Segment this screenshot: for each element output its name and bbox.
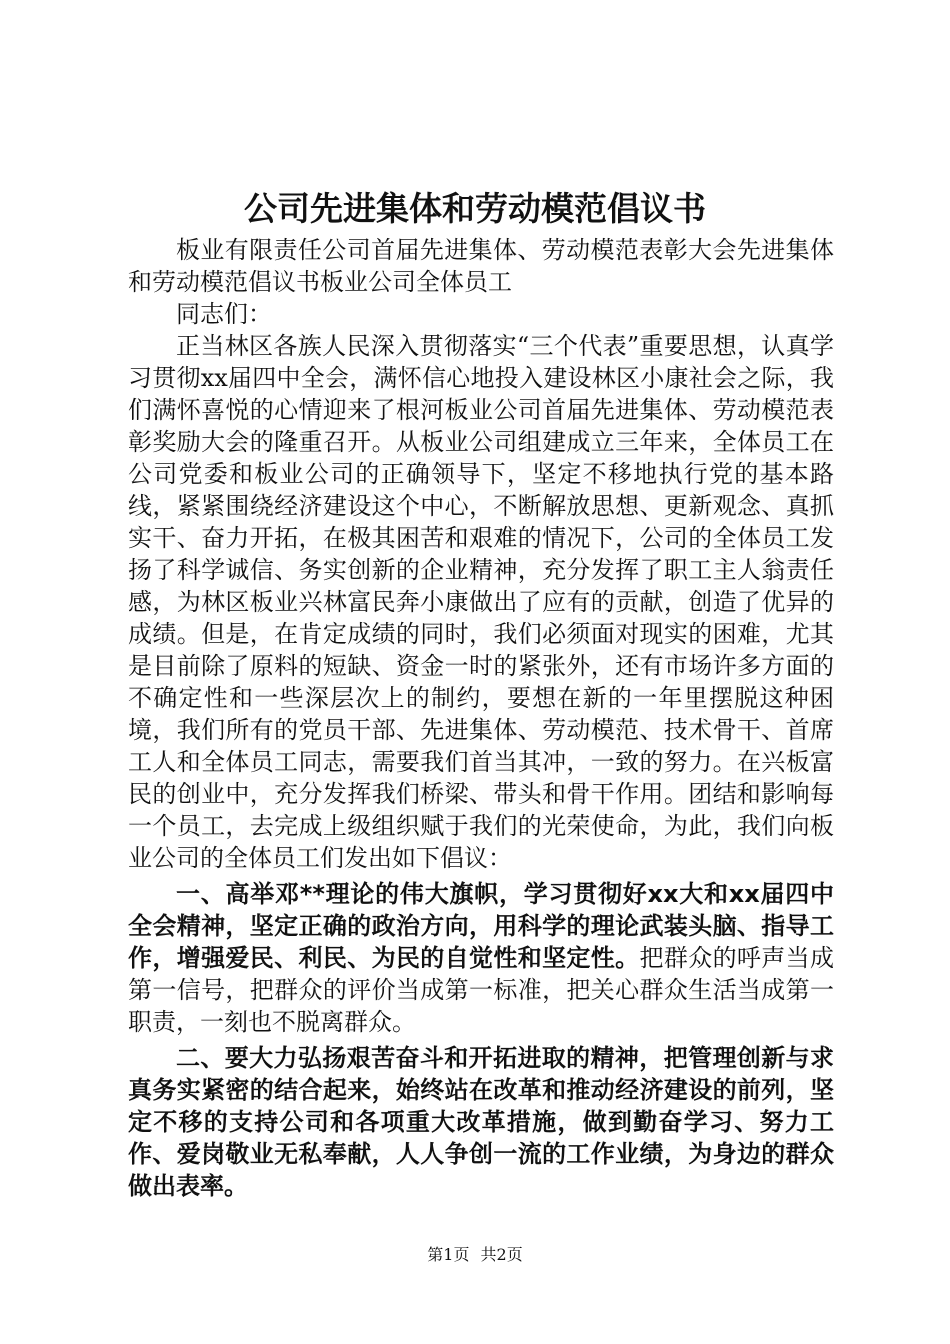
proposal-item-1-rest: 把群众的呼声当成第一信号，把群众的评价当成第一标准，把关心群众生活当成第一职责，一刻也不脱离群众。 (128, 944, 834, 1036)
main-paragraph: 正当林区各族人民深入贯彻落实“三个代表”重要思想，认真学习贯彻xx届四中全会，满怀信心地投入建设林区小康社会之际，我们满怀喜悦的心情迎来了根河板业公司首届先进集体、劳动模范表彰奖励大会的隆重召开。从板业公司组建成立三年来，全体员工在公司党委和板业公司的正确领导下，坚定不移地执行党的基本路线，紧紧围绕经济建设这个中心，不断解放思想、更新观念、真抓实干、奋力开拓，在极其困苦和艰难的情况下，公司的全体员工发扬了科学诚信、务实创新的企业精神，充分发挥了职工主人翁责任感，为林区板业兴林富民奔小康做出了应有的贡献，创造了优异的成绩。但是，在肯定成绩的同时，我们必须面对现实的困难，尤其是目前除了原料的短缺、资金一时的紧张外，还有市场许多方面的不确定性和一些深层次上的制约，要想在新的一年里摆脱这种困境，我们所有的党员干部、先进集体、劳动模范、技术骨干、首席工人和全体员工同志，需要我们首当其冲，一致的努力。在兴板富民的创业中，充分发挥我们桥梁、带头和骨干作用。团结和影响每一个员工，去完成上级组织赋于我们的光荣使命，为此，我们向板业公司的全体员工们发出如下倡议： (128, 332, 834, 872)
salutation: 同志们： (176, 300, 272, 328)
page-total: 共2页 (480, 1245, 523, 1264)
proposal-item-2-lead: 二、要大力弘扬艰苦奋斗和开拓进取的精神，把管理创新与求真务实紧密的结合起来，始终站在改革和推动经济建设的前列，坚定不移的支持公司和各项重大改革措施，做到勤奋学习、努力工作、爱岗敬业无私奉献，人人争创一流的工作业绩，为身边的群众做出表率。 (128, 1044, 834, 1200)
document-body (128, 234, 834, 1202)
page-number: 第1页 (427, 1245, 470, 1264)
document-title: 公司先进集体和劳动模范倡议书 (244, 189, 706, 228)
proposal-item-1-lead: 一、高举邓**理论的伟大旗帜，学习贯彻好xx大和xx届四中全会精神，坚定正确的政治方向，用科学的理论武装头脑、指导工作，增强爱民、利民、为民的自觉性和坚定性。 (128, 880, 834, 972)
proposal-item-2 (128, 1042, 834, 1202)
intro-paragraph: 板业有限责任公司首届先进集体、劳动模范表彰大会先进集体和劳动模范倡议书板业公司全体员工 (128, 236, 834, 296)
page-footer (0, 1244, 950, 1266)
proposal-item-1 (128, 878, 834, 1038)
